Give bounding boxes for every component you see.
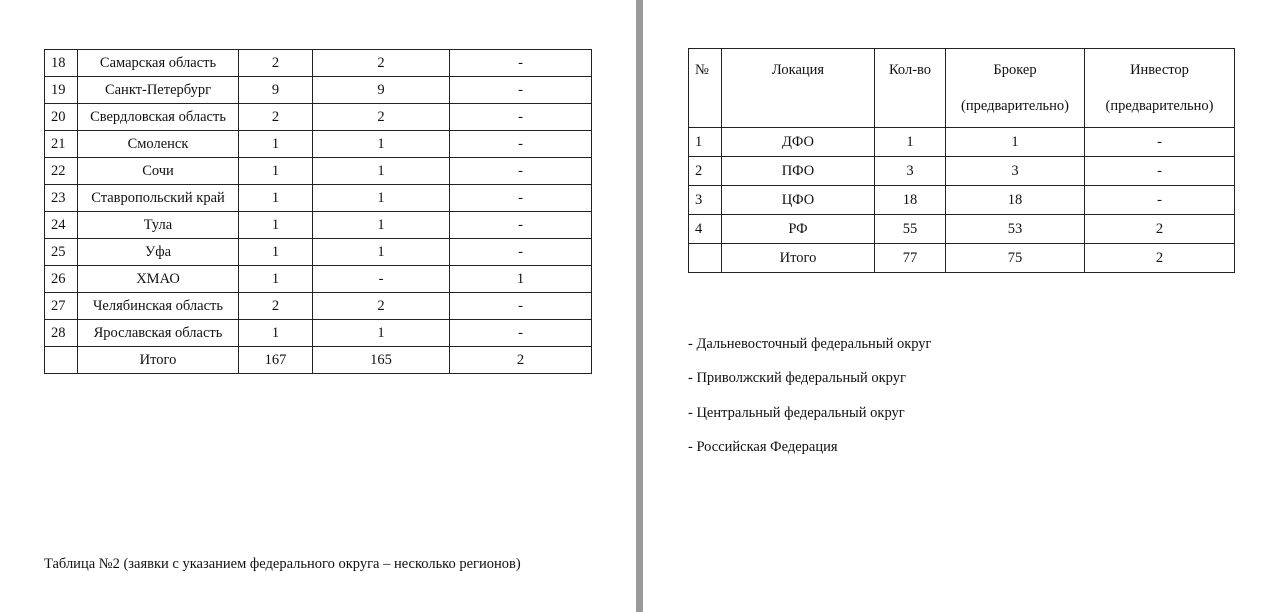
row-broker: 3 bbox=[946, 157, 1085, 186]
row-investor: 2 bbox=[1085, 215, 1235, 244]
row-location: Ставропольский край bbox=[78, 185, 239, 212]
row-investor: - bbox=[1085, 128, 1235, 157]
row-quantity: 1 bbox=[239, 158, 313, 185]
row-broker: 1 bbox=[946, 128, 1085, 157]
header-broker-note: (предварительно) bbox=[960, 98, 1070, 114]
row-location: Уфа bbox=[78, 239, 239, 266]
row-broker: 1 bbox=[313, 320, 450, 347]
row-number: 25 bbox=[45, 239, 78, 266]
row-number: 27 bbox=[45, 293, 78, 320]
table-row bbox=[689, 157, 1235, 186]
row-quantity: 18 bbox=[875, 186, 946, 215]
row-location: Сочи bbox=[78, 158, 239, 185]
row-investor: - bbox=[450, 293, 592, 320]
right-page bbox=[643, 0, 1280, 612]
row-broker: 18 bbox=[946, 186, 1085, 215]
regions-table bbox=[44, 49, 592, 374]
row-investor: - bbox=[450, 50, 592, 77]
row-quantity: 1 bbox=[239, 320, 313, 347]
row-broker: 53 bbox=[946, 215, 1085, 244]
row-number bbox=[689, 244, 722, 273]
table-row bbox=[45, 266, 592, 293]
row-location: Самарская область bbox=[78, 50, 239, 77]
row-number: 3 bbox=[689, 186, 722, 215]
header-location: Локация bbox=[722, 49, 875, 128]
legend-item: - Приволжский федеральный округ bbox=[688, 370, 906, 387]
row-investor: - bbox=[450, 212, 592, 239]
row-broker: 9 bbox=[313, 77, 450, 104]
row-quantity: 167 bbox=[239, 347, 313, 374]
row-number: 18 bbox=[45, 50, 78, 77]
header-investor-note: (предварительно) bbox=[1105, 98, 1214, 114]
row-number: 26 bbox=[45, 266, 78, 293]
row-investor: - bbox=[1085, 186, 1235, 215]
row-quantity: 1 bbox=[239, 185, 313, 212]
row-quantity: 77 bbox=[875, 244, 946, 273]
header-broker-title: Брокер bbox=[993, 62, 1037, 78]
row-location: Санкт-Петербург bbox=[78, 77, 239, 104]
table-row bbox=[45, 158, 592, 185]
row-investor: - bbox=[450, 158, 592, 185]
row-number: 20 bbox=[45, 104, 78, 131]
row-number: 19 bbox=[45, 77, 78, 104]
row-quantity: 1 bbox=[239, 131, 313, 158]
table-row bbox=[45, 212, 592, 239]
table-row bbox=[45, 50, 592, 77]
header-row bbox=[689, 49, 1235, 128]
row-quantity: 1 bbox=[239, 239, 313, 266]
row-broker: 1 bbox=[313, 212, 450, 239]
row-location: Итого bbox=[78, 347, 239, 374]
row-location: Свердловская область bbox=[78, 104, 239, 131]
row-quantity: 3 bbox=[875, 157, 946, 186]
row-quantity: 1 bbox=[239, 212, 313, 239]
row-number: 23 bbox=[45, 185, 78, 212]
row-location: Челябинская область bbox=[78, 293, 239, 320]
table-row bbox=[45, 239, 592, 266]
row-broker: 2 bbox=[313, 293, 450, 320]
row-location: Тула bbox=[78, 212, 239, 239]
legend-item: - Дальневосточный федеральный округ bbox=[688, 336, 932, 352]
row-broker: 1 bbox=[313, 185, 450, 212]
row-location: ЦФО bbox=[722, 186, 875, 215]
row-quantity: 9 bbox=[239, 77, 313, 104]
row-quantity: 55 bbox=[875, 215, 946, 244]
row-investor: 1 bbox=[450, 266, 592, 293]
row-number: 24 bbox=[45, 212, 78, 239]
header-broker bbox=[946, 49, 1085, 128]
row-broker: 75 bbox=[946, 244, 1085, 273]
header-investor-title: Инвестор bbox=[1130, 62, 1189, 78]
row-investor: 2 bbox=[1085, 244, 1235, 273]
row-location: Итого bbox=[722, 244, 875, 273]
row-quantity: 2 bbox=[239, 293, 313, 320]
table-row bbox=[45, 293, 592, 320]
legend-item: - Российская Федерация bbox=[688, 438, 838, 455]
table-row bbox=[45, 104, 592, 131]
row-quantity: 2 bbox=[239, 50, 313, 77]
row-number: 28 bbox=[45, 320, 78, 347]
row-location: Ярославская область bbox=[78, 320, 239, 347]
row-number: 22 bbox=[45, 158, 78, 185]
district-legend bbox=[688, 334, 932, 471]
row-number: 21 bbox=[45, 131, 78, 158]
row-location: ПФО bbox=[722, 157, 875, 186]
row-number: 4 bbox=[689, 215, 722, 244]
federal-districts-table bbox=[688, 48, 1235, 273]
row-broker: 1 bbox=[313, 158, 450, 185]
row-number bbox=[45, 347, 78, 374]
row-investor: - bbox=[450, 131, 592, 158]
total-row bbox=[689, 244, 1235, 273]
table-row bbox=[689, 128, 1235, 157]
table-row bbox=[45, 185, 592, 212]
row-quantity: 1 bbox=[875, 128, 946, 157]
table-row bbox=[45, 131, 592, 158]
row-broker: 2 bbox=[313, 50, 450, 77]
header-quantity: Кол-во bbox=[875, 49, 946, 128]
table-row bbox=[689, 215, 1235, 244]
row-investor: - bbox=[1085, 157, 1235, 186]
page-divider bbox=[636, 0, 643, 612]
row-number: 1 bbox=[689, 128, 722, 157]
row-broker: 1 bbox=[313, 239, 450, 266]
row-investor: - bbox=[450, 104, 592, 131]
legend-item: - Центральный федеральный округ bbox=[688, 404, 905, 421]
table-row bbox=[45, 77, 592, 104]
row-location: Смоленск bbox=[78, 131, 239, 158]
total-row bbox=[45, 347, 592, 374]
row-broker: 1 bbox=[313, 131, 450, 158]
row-investor: - bbox=[450, 239, 592, 266]
table-caption: Таблица №2 (заявки с указанием федерального округа – несколько регионов) bbox=[44, 556, 521, 572]
row-broker: - bbox=[313, 266, 450, 293]
header-number: № bbox=[689, 49, 722, 128]
row-number: 2 bbox=[689, 157, 722, 186]
row-location: ХМАО bbox=[78, 266, 239, 293]
left-page bbox=[0, 0, 636, 612]
row-quantity: 1 bbox=[239, 266, 313, 293]
row-investor: - bbox=[450, 185, 592, 212]
row-broker: 165 bbox=[313, 347, 450, 374]
table-row bbox=[689, 186, 1235, 215]
row-investor: - bbox=[450, 320, 592, 347]
row-investor: - bbox=[450, 77, 592, 104]
header-investor bbox=[1085, 49, 1235, 128]
row-broker: 2 bbox=[313, 104, 450, 131]
row-location: РФ bbox=[722, 215, 875, 244]
row-investor: 2 bbox=[450, 347, 592, 374]
table-row bbox=[45, 320, 592, 347]
row-location: ДФО bbox=[722, 128, 875, 157]
row-quantity: 2 bbox=[239, 104, 313, 131]
